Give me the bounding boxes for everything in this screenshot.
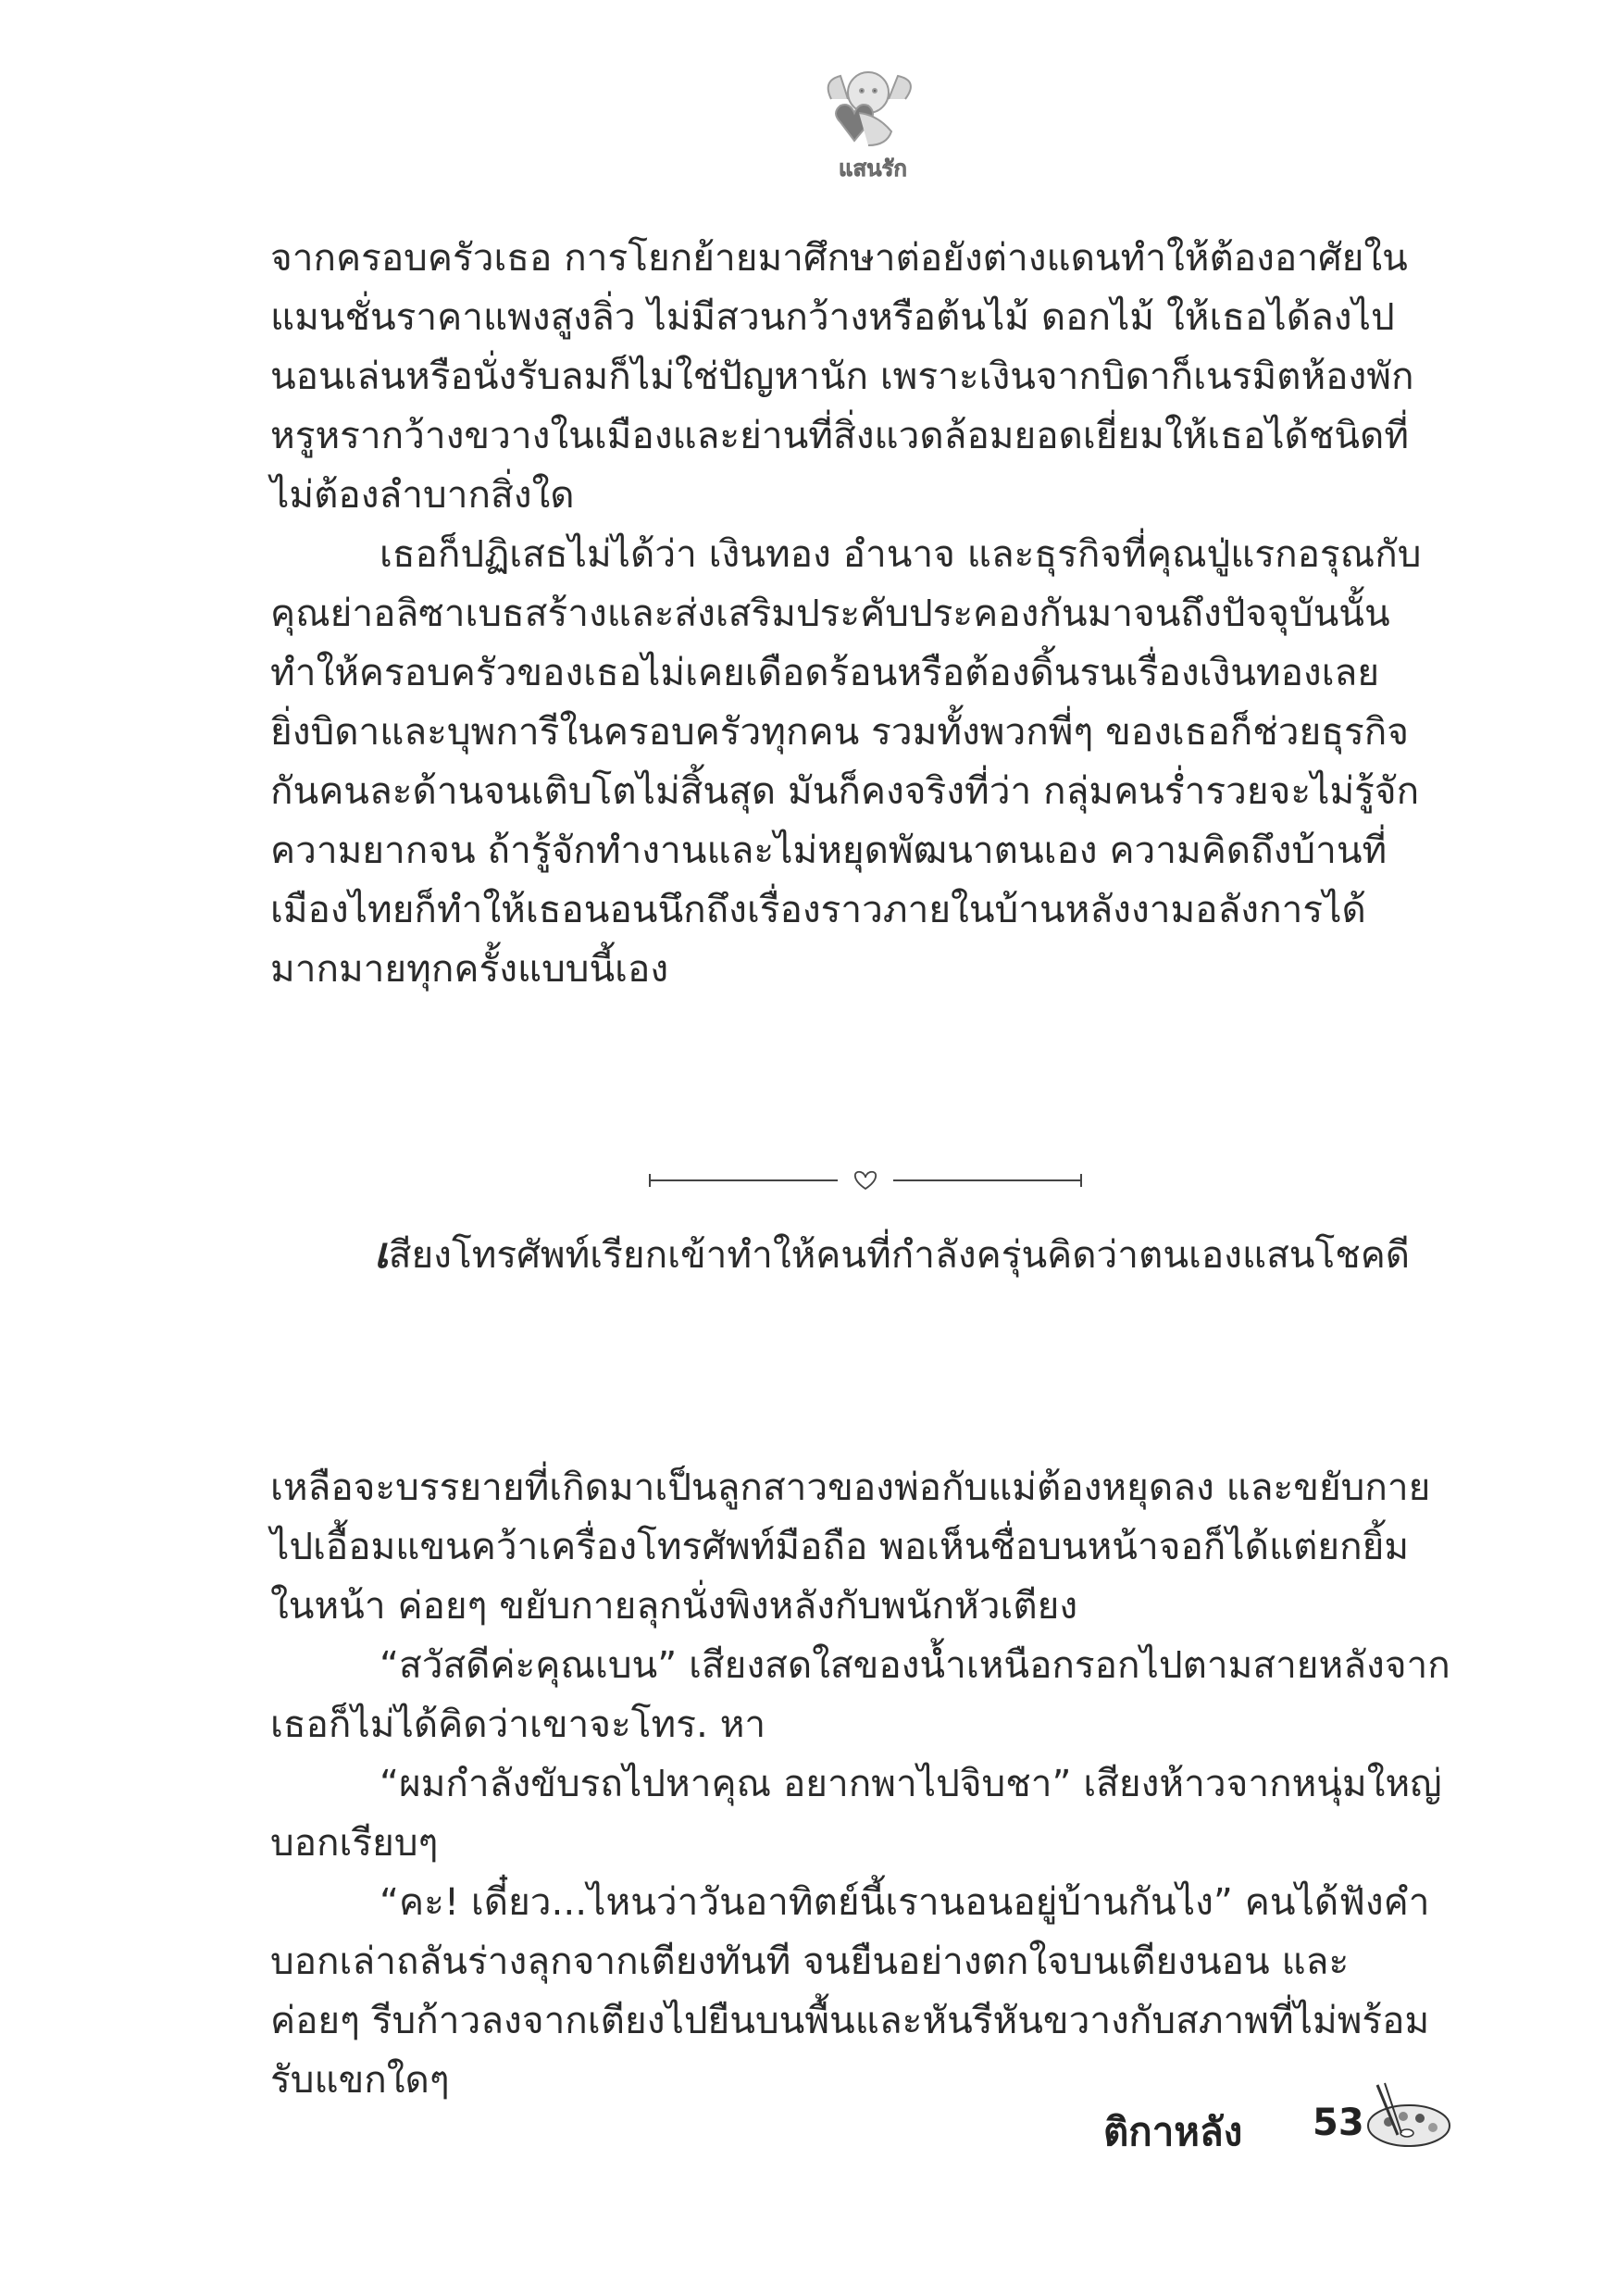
section-opening xyxy=(270,1223,1457,1282)
opening-text: สียงโทรศัพท์เรียกเข้าทำให้คนที่กำลังครุ่นคิดว่าตนเองแสนโชคดี xyxy=(388,1232,1411,1277)
section-divider xyxy=(648,1167,1083,1194)
text-line: “คะ! เดี๋ยว...ไหนว่าวันอาทิตย์นี้เรานอนอยู่บ้านกันไง” คนได้ฟังคำ xyxy=(380,1879,1430,1924)
body-text-bottom xyxy=(270,1457,1457,2109)
book-title: ติกาหลัง xyxy=(1103,2109,1243,2154)
logo-text: แสนรัก xyxy=(839,156,907,181)
text-line: หรูหรากว้างขวางในเมืองและย่านที่สิ่งแวดล้อมยอดเยี่ยมให้เธอได้ชนิดที่ xyxy=(270,413,1410,457)
text-line: ทำให้ครอบครัวของเธอไม่เคยเดือดร้อนหรือต้องดิ้นรนเรื่องเงินทองเลย xyxy=(270,650,1380,694)
text-line: รับแขกใดๆ xyxy=(270,2057,450,2102)
heart-icon xyxy=(855,1172,876,1189)
text-line: ค่อยๆ รีบก้าวลงจากเตียงไปยืนบนพื้นและหันรีหันขวางกับสภาพที่ไม่พร้อม xyxy=(270,1998,1430,2042)
drop-cap: เ xyxy=(374,1228,389,1278)
cupid-logo-icon xyxy=(803,57,942,187)
text-line: จากครอบครัวเธอ การโยกย้ายมาศึกษาต่อยังต่างแดนทำให้ต้องอาศัยใน xyxy=(270,235,1408,280)
page-number: 53 xyxy=(1313,2102,1364,2144)
text-line: คุณย่าอลิซาเบธสร้างและส่งเสริมประคับประคองกันมาจนถึงปัจจุบันนั้น xyxy=(270,591,1390,635)
text-line: “สวัสดีค่ะคุณเบน” เสียงสดใสของน้ำเหนือกรอกไปตามสายหลังจาก xyxy=(380,1642,1450,1687)
text-line: มากมายทุกครั้งแบบนี้เอง xyxy=(270,946,669,991)
text-line: กันคนละด้านจนเติบโตไม่สิ้นสุด มันก็คงจริงที่ว่า กลุ่มคนร่ำรวยจะไม่รู้จัก xyxy=(270,768,1420,813)
text-line: ไม่ต้องลำบากสิ่งใด xyxy=(270,472,575,517)
text-line: บอกเรียบๆ xyxy=(270,1820,439,1865)
text-line: “ผมกำลังขับรถไปหาคุณ อยากพาไปจิบชา” เสียงห้าวจากหนุ่มใหญ่ xyxy=(380,1761,1442,1805)
body-text-top xyxy=(270,228,1457,998)
text-line: บอกเล่าถลันร่างลุกจากเตียงทันที จนยืนอย่างตกใจบนเตียงนอน และ xyxy=(270,1939,1350,1983)
text-line: แมนชั่นราคาแพงสูงลิ่ว ไม่มีสวนกว้างหรือต้นไม้ ดอกไม้ ให้เธอได้ลงไป xyxy=(270,294,1395,339)
text-line: ไปเอื้อมแขนคว้าเครื่องโทรศัพท์มือถือ พอเห็นชื่อบนหน้าจอก็ได้แต่ยกยิ้ม xyxy=(270,1524,1410,1568)
paint-palette-icon xyxy=(1361,2081,1453,2152)
text-line: นอนเล่นหรือนั่งรับลมก็ไม่ใช่ปัญหานัก เพราะเงินจากบิดาก็เนรมิตห้องพัก xyxy=(270,354,1414,398)
text-line: เหลือจะบรรยายที่เกิดมาเป็นลูกสาวของพ่อกับแม่ต้องหยุดลง และขยับกาย xyxy=(270,1465,1431,1509)
text-line: ความยากจน ถ้ารู้จักทำงานและไม่หยุดพัฒนาตนเอง ความคิดถึงบ้านที่ xyxy=(270,828,1388,872)
text-line: เธอก็ปฏิเสธไม่ได้ว่า เงินทอง อำนาจ และธุรกิจที่คุณปู่แรกอรุณกับ xyxy=(380,531,1422,576)
text-line: ในหน้า ค่อยๆ ขยับกายลุกนั่งพิงหลังกับพนักหัวเตียง xyxy=(270,1583,1078,1628)
text-line: เมืองไทยก็ทำให้เธอนอนนึกถึงเรื่องราวภายในบ้านหลังงามอลังการได้ xyxy=(270,887,1366,931)
text-line: เธอก็ไม่ได้คิดว่าเขาจะโทร. หา xyxy=(270,1702,766,1746)
text-line-opening xyxy=(270,1223,1457,1282)
text-line: ยิ่งบิดาและบุพการีในครอบครัวทุกคน รวมทั้งพวกพี่ๆ ของเธอก็ช่วยธุรกิจ xyxy=(270,709,1409,754)
